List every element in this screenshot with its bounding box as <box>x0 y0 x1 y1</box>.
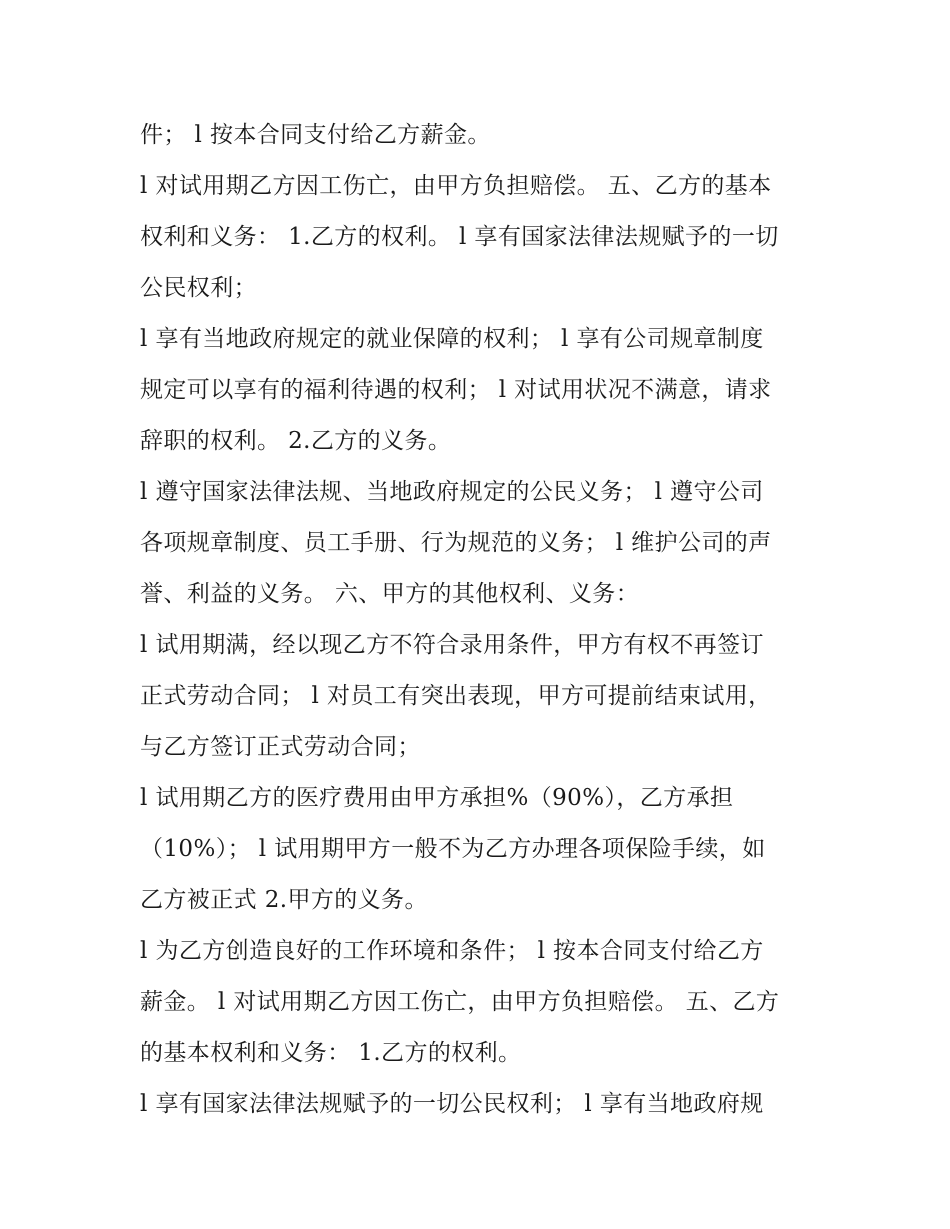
text-line: 权利和义务： 1.乙方的权利。 l 享有国家法律法规赋予的一切 <box>140 224 779 250</box>
text-line: l 试用期满，经以现乙方不符合录用条件，甲方有权不再签订 <box>140 632 764 658</box>
text-line: 公民权利； <box>140 275 257 301</box>
text-line: 的基本权利和义务： 1.乙方的权利。 <box>140 1040 522 1066</box>
text-line: 薪金。 l 对试用期乙方因工伤亡，由甲方负担赔偿。 五、乙方 <box>140 989 780 1015</box>
text-line: l 遵守国家法律法规、当地政府规定的公民义务； l 遵守公司 <box>140 479 764 505</box>
text-line: 辞职的权利。 2.乙方的义务。 <box>140 428 452 454</box>
text-line: 乙方被正式 2.甲方的义务。 <box>140 887 428 913</box>
text-line: 各项规章制度、员工手册、行为规范的义务； l 维护公司的声 <box>140 530 772 556</box>
document-body <box>140 110 820 1130</box>
text-line: l 为乙方创造良好的工作环境和条件； l 按本合同支付给乙方 <box>140 938 764 964</box>
text-line: （10%）； l 试用期甲方一般不为乙方办理各项保险手续，如 <box>140 836 766 862</box>
text-line: 誉、利益的义务。 六、甲方的其他权利、义务： <box>140 581 640 607</box>
text-line: l 享有国家法律法规赋予的一切公民权利； l 享有当地政府规 <box>140 1091 764 1117</box>
text-line: 件； l 按本合同支付给乙方薪金。 <box>140 122 491 148</box>
text-line: 正式劳动合同； l 对员工有突出表现，甲方可提前结束试用， <box>140 683 772 709</box>
text-line: l 试用期乙方的医疗费用由甲方承担%（90%），乙方承担 <box>140 785 734 811</box>
text-line: 与乙方签订正式劳动合同； <box>140 734 421 760</box>
text-line: 规定可以享有的福利待遇的权利； l 对试用状况不满意，请求 <box>140 377 772 403</box>
text-line: l 享有当地政府规定的就业保障的权利； l 享有公司规章制度 <box>140 326 764 352</box>
text-line: l 对试用期乙方因工伤亡，由甲方负担赔偿。 五、乙方的基本 <box>140 173 772 199</box>
